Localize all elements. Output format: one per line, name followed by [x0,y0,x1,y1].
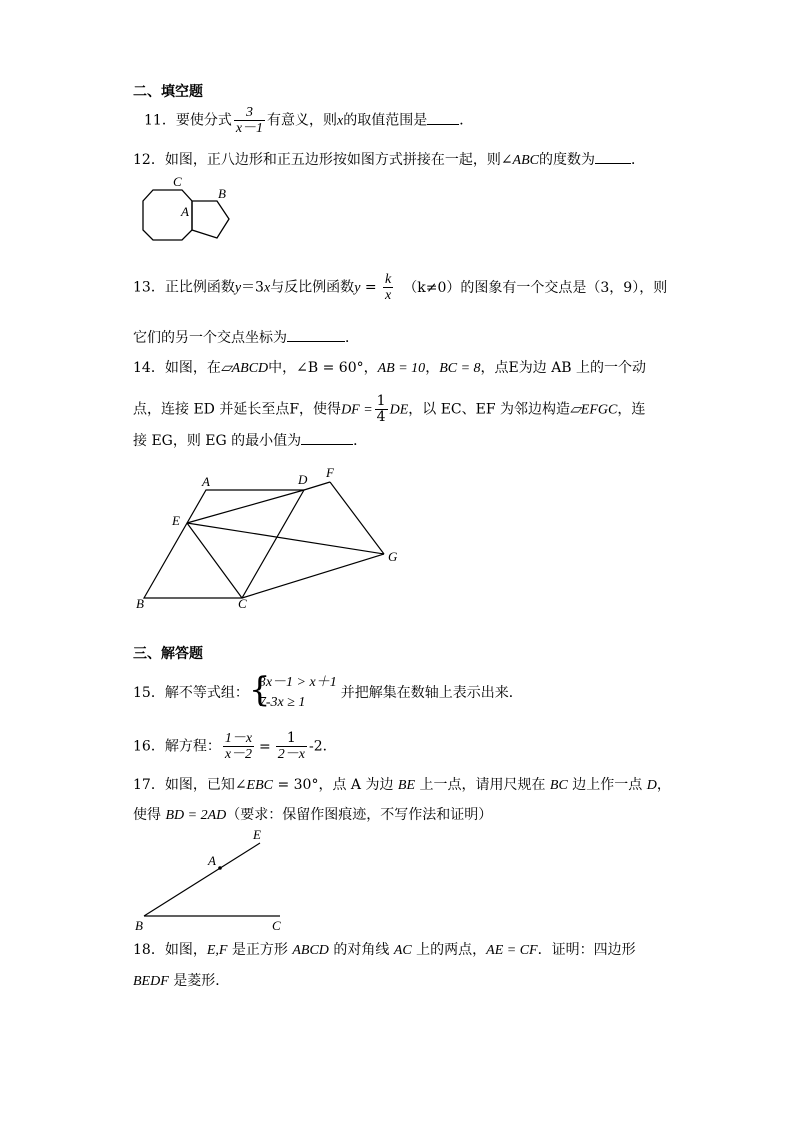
q17-text-c: 上一点，请用尺规在 [415,777,550,793]
q11-text3: 的取值范围是 [343,112,428,129]
parallelogram-figure [130,462,410,612]
segment-EG [187,523,384,554]
label-F: F [326,465,334,480]
point-A [218,866,222,870]
q11-text: 11．要使分式 [144,112,232,129]
q17-text-e: ， [656,777,671,793]
q11-fraction [234,105,265,136]
segment-ED [187,490,304,523]
q18-abcd: ABCD [292,943,329,958]
q17-bd: BD = 2AD [165,808,227,823]
q14-numerator: 1 [376,393,386,409]
q14-parallelogram2: ▱EFGC [570,402,618,418]
q14-fraction [375,394,388,425]
segment-EC [187,523,242,598]
q15-tail: 并把解集在数轴上表示出来． [340,685,523,701]
q17-text-g: （要求：保留作图痕迹，不写作法和证明） [226,807,493,823]
question-17-line1 [133,776,671,795]
q14-answer-blank[interactable] [301,444,353,445]
q17-d: D [646,778,657,793]
q14-denominator: 4 [376,409,386,425]
q14-text-c: ，点E为边 AB 上的一个动 [480,360,647,376]
q13-numerator: k [385,272,392,287]
q14-end: ． [353,433,368,449]
label-B: B [218,186,226,201]
question-11 [144,105,473,136]
label-E: E [253,827,261,842]
q13-f1b: ＝3 [241,279,264,296]
q15-ineq2: 7-3x ≥ 1 [258,695,306,710]
q16-num1: 1－x [224,731,253,746]
label-B: B [135,918,143,933]
q18-ef: E,F [206,943,228,958]
q13-denominator: x [385,288,392,303]
q11-var: x [337,113,344,129]
q14-text-d: 点，连接 ED 并延长至点F，使得 [133,401,342,418]
q14-sep: ， [425,360,440,376]
q13-fraction [383,272,393,303]
label-E: E [172,513,180,528]
q15-inequality-system [248,670,337,713]
q14-ab: AB = 10 [377,361,426,376]
question-14-line1 [133,359,646,378]
q15-brace: { [248,670,271,710]
label-A: A [202,474,210,489]
question-14-line3 [133,432,367,450]
q17-be: BE [397,778,416,793]
question-16 [133,731,337,762]
q18-aecf: AE = CF [486,943,538,958]
q17-angle: EBC [246,778,273,793]
q17-text-b: = 30°，点 A 为边 [273,777,398,793]
q14-parallelogram: ▱ABCD [220,361,269,376]
label-B: B [136,596,144,611]
q14-de: DE [389,402,409,418]
q13-eq: = [360,279,382,296]
q18-text-d: 上的两点， [411,942,487,958]
label-C: C [238,596,247,611]
q14-text-b: 中，∠B = 60°， [268,360,378,376]
q17-text-a: 17．如图，已知∠ [133,777,247,793]
q14-text-a: 14．如图，在 [133,360,221,376]
question-13-line1 [133,272,667,303]
q14-bc: BC = 8 [439,361,481,376]
q14-text-e: ，以 EC、EF 为邻边构造 [408,401,571,418]
question-14-line2 [133,394,645,425]
q13-f1c: x [263,280,271,296]
q18-text-b: 是正方形 [227,942,293,958]
q18-bedf: BEDF [133,974,169,989]
q11-numerator: 3 [234,105,265,121]
q16-num2: 1 [276,731,307,747]
octagon-pentagon-figure [125,172,245,252]
q12-text: 12．如图，正八边形和正五边形按如图方式拼接在一起，则∠ [133,152,513,168]
label-G: G [388,549,398,564]
label-A: A [181,204,189,219]
q15-ineq1: 3x－1 > x＋1 [258,675,337,690]
q13-text: 13．正比例函数 [133,279,235,296]
q13-line2: 它们的另一个交点坐标为 [133,330,287,346]
angle-construction-figure [130,826,300,934]
q12-answer-blank[interactable] [595,163,631,164]
question-17-line2 [133,806,492,825]
segment-DF [304,482,330,490]
q13-f2: y [354,280,361,296]
q18-text-f: 是菱形． [168,973,230,989]
q18-text-c: 的对角线 [328,942,394,958]
q17-bc: BC [549,778,568,793]
q13-f1: y [234,280,242,296]
segment-FG [330,482,384,554]
section-title-solve: 三、解答题 [133,646,203,662]
q11-end: ． [459,112,474,129]
q16-label: 16．解方程： [133,738,221,755]
section-title-fill-blank: 二、填空题 [133,84,203,100]
question-12 [133,151,645,170]
q13-answer-blank[interactable] [287,341,345,342]
q14-text-g: 接 EG，则 EG 的最小值为 [133,433,302,449]
q18-text-e: ．证明：四边形 [537,942,636,958]
q16-den2: 2－x [277,747,305,762]
q17-text-d: 边上作一点 [567,777,647,793]
question-18-line1 [133,941,636,960]
q18-ac: AC [393,943,412,958]
q15-label: 15．解不等式组： [133,685,249,701]
q16-den1: x－2 [224,747,253,762]
q14-text-f: ，连 [617,401,646,418]
q13-end: ． [345,330,359,346]
q18-text-a: 18．如图， [133,942,207,958]
q11-denominator: x－1 [235,121,264,136]
parallelogram-ABCD [144,490,304,598]
q13-condition: （k≠0）的图象有一个交点是（3，9），则 [403,279,668,296]
question-15 [133,670,523,717]
q12-text2: 的度数为 [539,152,595,168]
q11-text2: 有意义，则 [267,112,338,129]
q11-answer-blank[interactable] [427,124,459,125]
label-C: C [173,174,182,189]
q16-eq: = [259,738,271,755]
label-C: C [272,918,281,933]
q16-fraction-right [276,731,307,762]
q17-text-f: 使得 [133,807,166,823]
question-18-line2 [133,972,229,991]
q16-tail: -2． [309,738,337,755]
q12-angle: ABC [512,153,539,168]
q14-df: DF = [341,402,373,418]
q12-end: ． [631,152,645,168]
label-A: A [208,853,216,868]
regular-pentagon [192,201,229,238]
q13-text2: 与反比例函数 [270,279,355,296]
question-13-line2 [133,329,359,347]
ray-BE [144,843,260,916]
q16-fraction-left [223,731,254,762]
label-D: D [298,472,308,487]
